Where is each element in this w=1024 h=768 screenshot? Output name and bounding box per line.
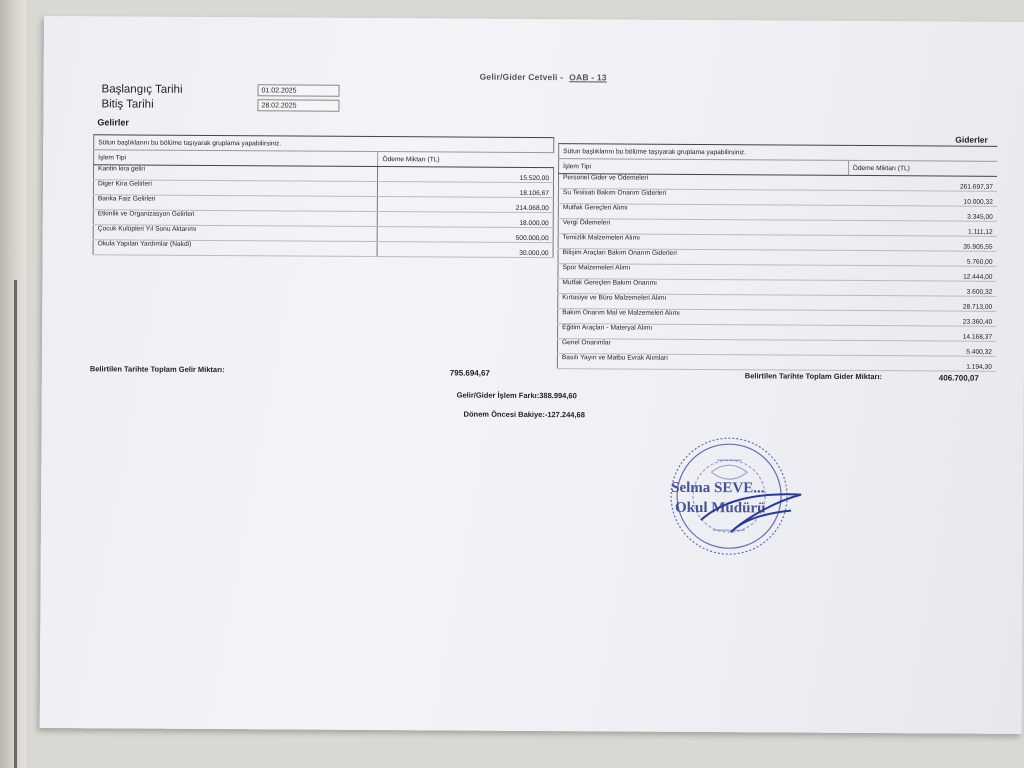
- expense-row-amount: 10.000,32: [848, 190, 997, 206]
- expense-row-amount: 3.600,32: [847, 280, 996, 296]
- income-row-label: Çocuk Kulüpleri Yıl Sonu Aktarımı: [93, 225, 377, 242]
- income-row-amount: 30.000,00: [377, 242, 553, 258]
- stamp-role: Okul Müdürü: [674, 499, 766, 517]
- expense-row-label: Eğitim Araçları - Materyal Alımı: [558, 324, 848, 341]
- expense-group-hint: Sütun başlıklarını bu bölüme taşıyarak gruplama yapabilirsiniz.: [559, 144, 998, 162]
- expense-row-label: Temizlik Malzemeleri Alımı: [558, 234, 848, 251]
- end-date-field: 28.02.2025: [257, 99, 339, 112]
- document-page: [40, 16, 1024, 734]
- income-row-label: Okula Yapılan Yardımlar (Nakdi): [93, 240, 377, 257]
- income-row-label: Diger Kira Gelirleri: [93, 180, 377, 197]
- previous-balance: [464, 410, 585, 420]
- stamp-name: Selma SEVE...: [671, 479, 765, 497]
- income-heading: Gelirler: [97, 117, 129, 128]
- expense-total-value: 406.700,07: [938, 373, 979, 383]
- difference-value: 388.994,60: [539, 391, 577, 401]
- expense-table: [557, 143, 997, 372]
- previous-balance-value: -127.244,68: [544, 410, 585, 420]
- expense-row-label: Personel Gider ve Ödemeleri: [558, 174, 848, 191]
- income-row-amount: 18.000,00: [378, 212, 554, 228]
- expense-row-amount: 14.168,37: [847, 325, 996, 341]
- expense-row-amount: 5.760,00: [848, 250, 997, 266]
- expense-row-amount: 3.345,00: [848, 205, 997, 221]
- document-title: [480, 72, 607, 83]
- start-date-label: Başlangıç Tarihi: [101, 83, 183, 96]
- expense-row-label: Mutfak Gereçleri Bakım Onarımı: [558, 279, 848, 296]
- income-row-label: Etkinlik ve Organizasyon Gelirleri: [93, 210, 377, 227]
- income-col-amount: Ödeme Miktarı (TL): [378, 152, 554, 168]
- expense-row-amount: 12.444,00: [848, 265, 997, 281]
- expense-heading: Giderler: [955, 134, 988, 145]
- income-row-amount: 18.106,67: [378, 182, 554, 198]
- expense-row-amount: 1.111,12: [848, 220, 997, 236]
- expense-col-amount: Ödeme Miktarı (TL): [848, 160, 997, 176]
- income-group-hint: Sütun başlıklarını bu bölüme taşıyarak gruplama yapabilirsiniz.: [94, 135, 554, 153]
- end-date-row: [101, 98, 297, 111]
- income-total-value: 795.694,67: [449, 368, 490, 378]
- expense-row-label: Genel Onarımlar: [557, 339, 847, 356]
- end-date-label: Bitiş Tarihi: [101, 98, 154, 111]
- expense-row-amount: 35.905,55: [848, 235, 997, 251]
- official-stamp: [661, 432, 812, 563]
- expense-row-label: Mutfak Gereçleri Alımı: [558, 204, 848, 221]
- expense-total-label: Belirtilen Tarihte Toplam Gider Miktarı:: [744, 371, 883, 382]
- income-row-label: Kantin kira geliri: [94, 165, 378, 182]
- expense-row-amount: 1.194,30: [847, 355, 996, 371]
- start-date-row: [101, 83, 297, 96]
- previous-balance-label: Dönem Öncesi Bakiye:: [463, 409, 545, 420]
- income-row-amount: 15.520,00: [378, 167, 554, 183]
- expense-row-amount: 261.697,37: [848, 175, 997, 191]
- expense-row-label: Vergi Ödemeleri: [558, 219, 848, 236]
- income-row-amount: 214.068,00: [378, 197, 554, 213]
- desk-edge: [0, 0, 26, 768]
- difference-label: Gelir/Gider İşlem Farkı:: [456, 390, 540, 401]
- income-col-type: İşlem Tipi: [94, 150, 378, 167]
- income-expense-difference: [457, 391, 577, 401]
- expense-row-amount: 5.400,32: [847, 340, 996, 356]
- start-date-field: 01.02.2025: [258, 84, 340, 97]
- income-total-label: Belirtilen Tarihte Toplam Gelir Miktarı:: [89, 364, 225, 375]
- income-table: [93, 134, 555, 258]
- income-row-label: Banka Faiz Gelirleri: [93, 195, 377, 212]
- income-row: [93, 240, 553, 258]
- expense-row-amount: 28.713,00: [847, 295, 996, 311]
- document-code: OAB - 13: [569, 72, 607, 83]
- expense-row-label: Spor Malzemeleri Alımı: [558, 264, 848, 281]
- expense-row-label: Bilişim Araçları Bakım Onarım Giderleri: [558, 249, 848, 266]
- income-row-amount: 500.000,00: [377, 227, 553, 243]
- expense-row-label: Su Tesisatı Bakım Onarım Giderleri: [558, 189, 848, 206]
- expense-row-amount: 23.360,40: [847, 310, 996, 326]
- expense-row-label: Basılı Yayın ve Matbu Evrak Alımları: [557, 354, 847, 371]
- expense-row: [557, 354, 996, 372]
- expense-row-label: Bakım Onarım Mal ve Malzemeleri Alımı: [558, 309, 848, 326]
- document-title-text: Gelir/Gider Cetveli -: [479, 71, 564, 83]
- expense-row-label: Kırtasiye ve Büro Malzemeleri Alımı: [558, 294, 848, 311]
- expense-col-type: İşlem Tipi: [559, 159, 849, 176]
